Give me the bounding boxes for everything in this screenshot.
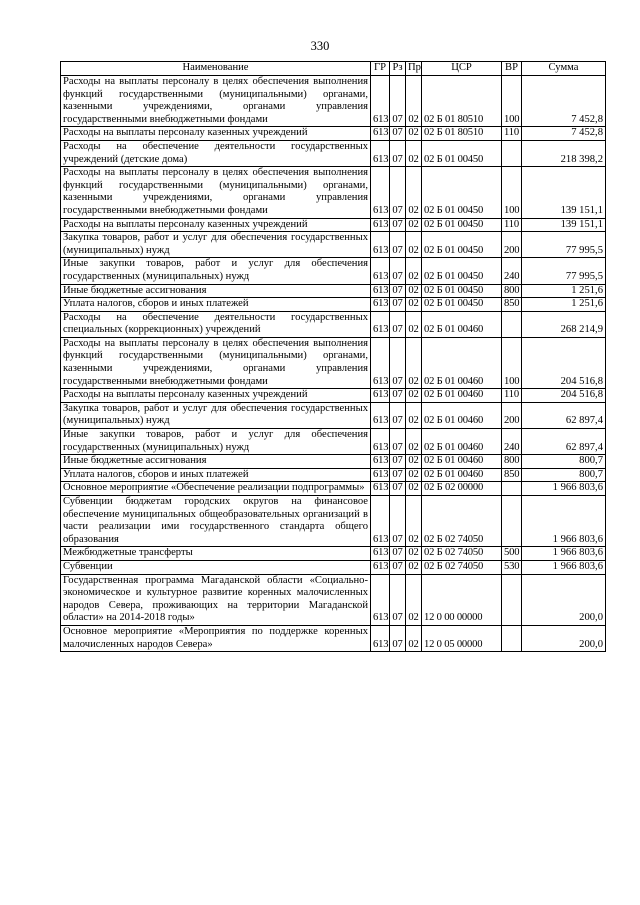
table-row <box>61 482 606 496</box>
cell-gr: 613 <box>371 547 390 561</box>
cell-gr: 613 <box>371 76 390 127</box>
cell-name: Закупка товаров, работ и услуг для обеспечения государственных (муниципальных) нужд <box>61 232 371 258</box>
cell-rz: 07 <box>390 232 406 258</box>
cell-rz: 07 <box>390 337 406 388</box>
cell-gr: 613 <box>371 337 390 388</box>
cell-vr: 530 <box>502 560 522 574</box>
cell-pr: 02 <box>406 625 422 651</box>
table-row <box>61 560 606 574</box>
cell-csr: 02 Б 01 00450 <box>422 218 502 232</box>
table-row <box>61 140 606 166</box>
cell-rz: 07 <box>390 625 406 651</box>
cell-sum: 1 251,6 <box>522 298 606 312</box>
table-row <box>61 429 606 455</box>
cell-pr: 02 <box>406 574 422 625</box>
cell-vr: 100 <box>502 76 522 127</box>
cell-sum: 800,7 <box>522 468 606 482</box>
cell-vr: 850 <box>502 468 522 482</box>
cell-csr: 12 0 05 00000 <box>422 625 502 651</box>
cell-vr <box>502 574 522 625</box>
cell-csr: 02 Б 01 00460 <box>422 337 502 388</box>
cell-gr: 613 <box>371 455 390 469</box>
table-row <box>61 258 606 284</box>
cell-rz: 07 <box>390 76 406 127</box>
cell-vr: 110 <box>502 389 522 403</box>
cell-gr: 613 <box>371 258 390 284</box>
cell-gr: 613 <box>371 389 390 403</box>
header-gr: ГР <box>371 62 390 76</box>
cell-csr: 02 Б 01 00450 <box>422 298 502 312</box>
cell-vr: 200 <box>502 402 522 428</box>
table-row <box>61 547 606 561</box>
cell-gr: 613 <box>371 496 390 547</box>
cell-vr: 240 <box>502 429 522 455</box>
table-row <box>61 468 606 482</box>
cell-csr: 02 Б 01 00450 <box>422 284 502 298</box>
cell-name: Расходы на выплаты персоналу в целях обеспечения выполнения функций государственными (муниципальными) органами, казенными учреждениями, органами управления государственными внебюджетными фондами <box>61 337 371 388</box>
cell-csr: 02 Б 01 80510 <box>422 127 502 141</box>
table-row <box>61 337 606 388</box>
cell-sum: 1 966 803,6 <box>522 560 606 574</box>
cell-gr: 613 <box>371 482 390 496</box>
cell-name: Иные закупки товаров, работ и услуг для обеспечения государственных (муниципальных) нужд <box>61 258 371 284</box>
cell-name: Уплата налогов, сборов и иных платежей <box>61 468 371 482</box>
cell-rz: 07 <box>390 560 406 574</box>
cell-sum: 7 452,8 <box>522 76 606 127</box>
cell-rz: 07 <box>390 496 406 547</box>
cell-sum: 1 251,6 <box>522 284 606 298</box>
cell-sum: 1 966 803,6 <box>522 496 606 547</box>
cell-name: Иные бюджетные ассигнования <box>61 284 371 298</box>
cell-name: Иные бюджетные ассигнования <box>61 455 371 469</box>
cell-sum: 139 151,1 <box>522 167 606 218</box>
cell-pr: 02 <box>406 560 422 574</box>
cell-vr: 800 <box>502 455 522 469</box>
cell-gr: 613 <box>371 574 390 625</box>
cell-pr: 02 <box>406 232 422 258</box>
table-row <box>61 455 606 469</box>
cell-vr <box>502 482 522 496</box>
cell-rz: 07 <box>390 389 406 403</box>
cell-csr: 02 Б 01 00460 <box>422 311 502 337</box>
cell-pr: 02 <box>406 547 422 561</box>
cell-sum: 77 995,5 <box>522 232 606 258</box>
cell-gr: 613 <box>371 298 390 312</box>
cell-sum: 204 516,8 <box>522 337 606 388</box>
cell-vr: 110 <box>502 127 522 141</box>
table-row <box>61 574 606 625</box>
cell-pr: 02 <box>406 258 422 284</box>
cell-gr: 613 <box>371 232 390 258</box>
cell-name: Расходы на выплаты персоналу казенных учреждений <box>61 127 371 141</box>
cell-rz: 07 <box>390 482 406 496</box>
table-row <box>61 311 606 337</box>
cell-pr: 02 <box>406 402 422 428</box>
cell-pr: 02 <box>406 496 422 547</box>
cell-gr: 613 <box>371 284 390 298</box>
cell-rz: 07 <box>390 284 406 298</box>
cell-gr: 613 <box>371 140 390 166</box>
cell-sum: 7 452,8 <box>522 127 606 141</box>
cell-sum: 200,0 <box>522 574 606 625</box>
cell-pr: 02 <box>406 482 422 496</box>
header-pr: Пр <box>406 62 422 76</box>
cell-pr: 02 <box>406 140 422 166</box>
cell-rz: 07 <box>390 429 406 455</box>
cell-name: Расходы на выплаты персоналу в целях обеспечения выполнения функций государственными (муниципальными) органами, казенными учреждениями, органами управления государственными внебюджетными фондами <box>61 167 371 218</box>
cell-pr: 02 <box>406 389 422 403</box>
cell-pr: 02 <box>406 76 422 127</box>
cell-pr: 02 <box>406 167 422 218</box>
cell-vr: 110 <box>502 218 522 232</box>
cell-sum: 62 897,4 <box>522 402 606 428</box>
cell-pr: 02 <box>406 337 422 388</box>
cell-gr: 613 <box>371 402 390 428</box>
cell-name: Расходы на обеспечение деятельности государственных специальных (коррекционных) учреждений <box>61 311 371 337</box>
header-vr: ВР <box>502 62 522 76</box>
table-row <box>61 76 606 127</box>
cell-csr: 02 Б 01 80510 <box>422 76 502 127</box>
cell-gr: 613 <box>371 429 390 455</box>
cell-csr: 02 Б 01 00450 <box>422 258 502 284</box>
cell-name: Государственная программа Магаданской области «Социально-экономическое и культурное развитие коренных малочисленных народов Севера, проживающих на территории Магаданской области» на 2014-2018 годы» <box>61 574 371 625</box>
header-rz: Рз <box>390 62 406 76</box>
cell-name: Субвенции бюджетам городских округов на финансовое обеспечение муниципальных общеобразовательных организаций в части реализации ими государственного стандарта общего образования <box>61 496 371 547</box>
cell-vr <box>502 625 522 651</box>
cell-pr: 02 <box>406 284 422 298</box>
cell-pr: 02 <box>406 455 422 469</box>
cell-gr: 613 <box>371 311 390 337</box>
cell-sum: 200,0 <box>522 625 606 651</box>
table-row <box>61 167 606 218</box>
cell-gr: 613 <box>371 560 390 574</box>
header-csr: ЦСР <box>422 62 502 76</box>
table-row <box>61 232 606 258</box>
cell-rz: 07 <box>390 127 406 141</box>
cell-csr: 02 Б 02 00000 <box>422 482 502 496</box>
cell-gr: 613 <box>371 127 390 141</box>
header-name: Наименование <box>61 62 371 76</box>
cell-rz: 07 <box>390 574 406 625</box>
cell-pr: 02 <box>406 298 422 312</box>
table-row <box>61 218 606 232</box>
cell-name: Иные закупки товаров, работ и услуг для обеспечения государственных (муниципальных) нужд <box>61 429 371 455</box>
cell-name: Субвенции <box>61 560 371 574</box>
cell-sum: 1 966 803,6 <box>522 482 606 496</box>
table-row <box>61 389 606 403</box>
cell-pr: 02 <box>406 127 422 141</box>
cell-name: Уплата налогов, сборов и иных платежей <box>61 298 371 312</box>
cell-rz: 07 <box>390 547 406 561</box>
table-row <box>61 625 606 651</box>
cell-csr: 02 Б 02 74050 <box>422 496 502 547</box>
cell-rz: 07 <box>390 455 406 469</box>
cell-pr: 02 <box>406 468 422 482</box>
cell-csr: 02 Б 01 00460 <box>422 389 502 403</box>
cell-gr: 613 <box>371 218 390 232</box>
cell-sum: 218 398,2 <box>522 140 606 166</box>
cell-vr: 500 <box>502 547 522 561</box>
cell-sum: 62 897,4 <box>522 429 606 455</box>
cell-name: Расходы на выплаты персоналу казенных учреждений <box>61 389 371 403</box>
cell-csr: 02 Б 01 00460 <box>422 468 502 482</box>
cell-rz: 07 <box>390 311 406 337</box>
cell-csr: 02 Б 01 00450 <box>422 232 502 258</box>
cell-name: Закупка товаров, работ и услуг для обеспечения государственных (муниципальных) нужд <box>61 402 371 428</box>
cell-sum: 800,7 <box>522 455 606 469</box>
cell-vr: 100 <box>502 167 522 218</box>
cell-sum: 1 966 803,6 <box>522 547 606 561</box>
cell-name: Основное мероприятие «Мероприятия по поддержке коренных малочисленных народов Севера» <box>61 625 371 651</box>
cell-pr: 02 <box>406 218 422 232</box>
cell-name: Расходы на обеспечение деятельности государственных учреждений (детские дома) <box>61 140 371 166</box>
table-row <box>61 127 606 141</box>
cell-sum: 77 995,5 <box>522 258 606 284</box>
cell-rz: 07 <box>390 298 406 312</box>
page-number: 330 <box>310 39 330 53</box>
table-header-row <box>61 62 606 76</box>
cell-sum: 204 516,8 <box>522 389 606 403</box>
cell-name: Расходы на выплаты персоналу казенных учреждений <box>61 218 371 232</box>
cell-rz: 07 <box>390 402 406 428</box>
cell-rz: 07 <box>390 167 406 218</box>
cell-gr: 613 <box>371 167 390 218</box>
cell-rz: 07 <box>390 218 406 232</box>
cell-vr: 200 <box>502 232 522 258</box>
table-row <box>61 284 606 298</box>
cell-rz: 07 <box>390 258 406 284</box>
cell-csr: 02 Б 02 74050 <box>422 560 502 574</box>
cell-pr: 02 <box>406 311 422 337</box>
cell-name: Основное мероприятие «Обеспечение реализации подпрограммы» <box>61 482 371 496</box>
cell-name: Межбюджетные трансферты <box>61 547 371 561</box>
cell-csr: 02 Б 01 00460 <box>422 429 502 455</box>
header-sum: Сумма <box>522 62 606 76</box>
cell-name: Расходы на выплаты персоналу в целях обеспечения выполнения функций государственными (муниципальными) органами, казенными учреждениями, органами управления государственными внебюджетными фондами <box>61 76 371 127</box>
cell-vr: 240 <box>502 258 522 284</box>
cell-csr: 02 Б 01 00450 <box>422 140 502 166</box>
cell-rz: 07 <box>390 468 406 482</box>
cell-gr: 613 <box>371 468 390 482</box>
table-row <box>61 298 606 312</box>
budget-table <box>60 61 606 652</box>
cell-sum: 139 151,1 <box>522 218 606 232</box>
cell-sum: 268 214,9 <box>522 311 606 337</box>
cell-pr: 02 <box>406 429 422 455</box>
cell-csr: 02 Б 01 00450 <box>422 167 502 218</box>
cell-vr: 800 <box>502 284 522 298</box>
cell-csr: 12 0 00 00000 <box>422 574 502 625</box>
cell-vr <box>502 496 522 547</box>
cell-csr: 02 Б 01 00460 <box>422 402 502 428</box>
cell-rz: 07 <box>390 140 406 166</box>
cell-csr: 02 Б 01 00460 <box>422 455 502 469</box>
table-row <box>61 402 606 428</box>
cell-gr: 613 <box>371 625 390 651</box>
cell-vr: 100 <box>502 337 522 388</box>
table-row <box>61 496 606 547</box>
cell-vr <box>502 140 522 166</box>
cell-csr: 02 Б 02 74050 <box>422 547 502 561</box>
cell-vr: 850 <box>502 298 522 312</box>
cell-vr <box>502 311 522 337</box>
